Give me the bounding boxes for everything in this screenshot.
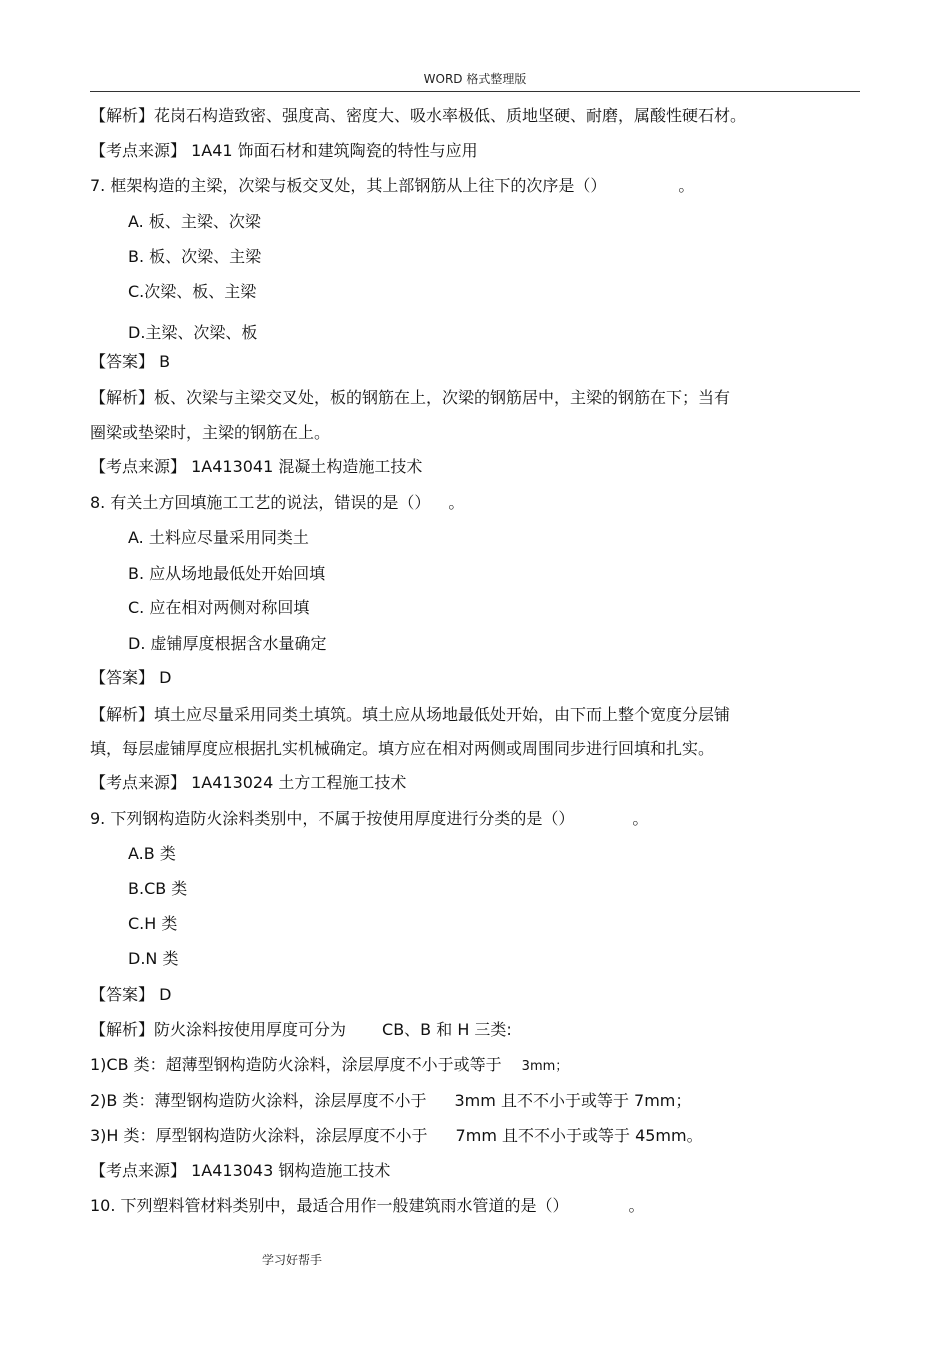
question-9-end: 。 (632, 809, 649, 828)
option-8c: C. 应在相对两侧对称回填 (128, 598, 310, 617)
source-text: 【考点来源】 1A41 饰面石材和建筑陶瓷的特性与应用 (90, 141, 478, 160)
analysis-9-part1: 【解析】防火涂料按使用厚度可分为 (90, 1020, 347, 1039)
page-header: WORD 格式整理版 (423, 72, 527, 86)
source-9: 【考点来源】 1A413043 钢构造施工技术 (90, 1161, 391, 1180)
option-7c: C.次梁、板、主梁 (128, 282, 257, 301)
question-10-end: 。 (628, 1196, 645, 1215)
question-10-text: 10. 下列塑料管材料类别中，最适合用作一般建筑雨水管道的是（） (90, 1196, 569, 1215)
analysis-9-part2: CB、B 和 H 三类: (382, 1020, 512, 1039)
analysis-9-item1-text: 1)CB 类：超薄型钢构造防火涂料，涂层厚度不小于或等于 (90, 1055, 502, 1074)
analysis-9-item2-text: 2)B 类：薄型钢构造防火涂料，涂层厚度不小于 (90, 1091, 427, 1110)
option-9b: B.CB 类 (128, 879, 188, 898)
question-8 (90, 493, 464, 513)
question-9-text: 9. 下列钢构造防火涂料类别中，不属于按使用厚度进行分类的是（） (90, 809, 575, 828)
question-7-text: 7. 框架构造的主梁，次梁与板交叉处，其上部钢筋从上往下的次序是（） (90, 176, 607, 195)
header-rule (90, 91, 860, 92)
analysis-7-line1: 【解析】板、次梁与主梁交叉处，板的钢筋在上，次梁的钢筋居中，主梁的钢筋在下；当有 (90, 388, 731, 407)
option-8d: D. 虚铺厚度根据含水量确定 (128, 634, 327, 653)
analysis-9-item1-value: 3mm； (521, 1059, 569, 1074)
option-9c: C.H 类 (128, 914, 178, 933)
analysis-9-item2 (90, 1091, 691, 1111)
analysis-7-line2: 圈梁或垫梁时，主梁的钢筋在上。 (90, 423, 331, 442)
option-7b: B. 板、次梁、主梁 (128, 247, 262, 266)
option-9a: A.B 类 (128, 844, 176, 863)
analysis-8-line2: 填，每层虚铺厚度应根据扎实机械确定。填方应在相对两侧或周围同步进行回填和扎实。 (90, 739, 715, 758)
option-8a: A. 土料应尽量采用同类土 (128, 528, 309, 547)
analysis-9-item1 (90, 1055, 568, 1077)
option-9d: D.N 类 (128, 949, 179, 968)
analysis-9-item3-text: 3)H 类：厚型钢构造防火涂料，涂层厚度不小于 (90, 1126, 428, 1145)
answer-9: 【答案】 D (90, 985, 172, 1004)
question-9 (90, 809, 648, 829)
analysis-9 (90, 1020, 512, 1040)
analysis-9-item3 (90, 1126, 703, 1146)
question-10 (90, 1196, 645, 1216)
question-8-text: 8. 有关土方回填施工工艺的说法，错误的是（） (90, 493, 431, 512)
source-7: 【考点来源】 1A413041 混凝土构造施工技术 (90, 457, 423, 476)
page-footer: 学习好帮手 (262, 1253, 323, 1267)
analysis-9-item3-value: 7mm 且不不小于或等于 45mm。 (455, 1126, 703, 1145)
source-8: 【考点来源】 1A413024 土方工程施工技术 (90, 773, 407, 792)
option-7d: D.主梁、次梁、板 (128, 323, 258, 342)
option-7a: A. 板、主梁、次梁 (128, 212, 261, 231)
option-8b: B. 应从场地最低处开始回填 (128, 564, 326, 583)
answer-8: 【答案】 D (90, 668, 172, 687)
analysis-8-line1: 【解析】填土应尽量采用同类土填筑。填土应从场地最低处开始，由下而上整个宽度分层铺 (90, 705, 731, 724)
analysis-9-item2-value: 3mm 且不不小于或等于 7mm； (454, 1091, 692, 1110)
answer-7: 【答案】 B (90, 352, 171, 371)
question-7 (90, 176, 694, 196)
question-8-end: 。 (448, 493, 465, 512)
analysis-text: 【解析】花岗石构造致密、强度高、密度大、吸水率极低、质地坚硬、耐磨，属酸性硬石材。 (90, 106, 747, 125)
question-7-end: 。 (678, 176, 695, 195)
